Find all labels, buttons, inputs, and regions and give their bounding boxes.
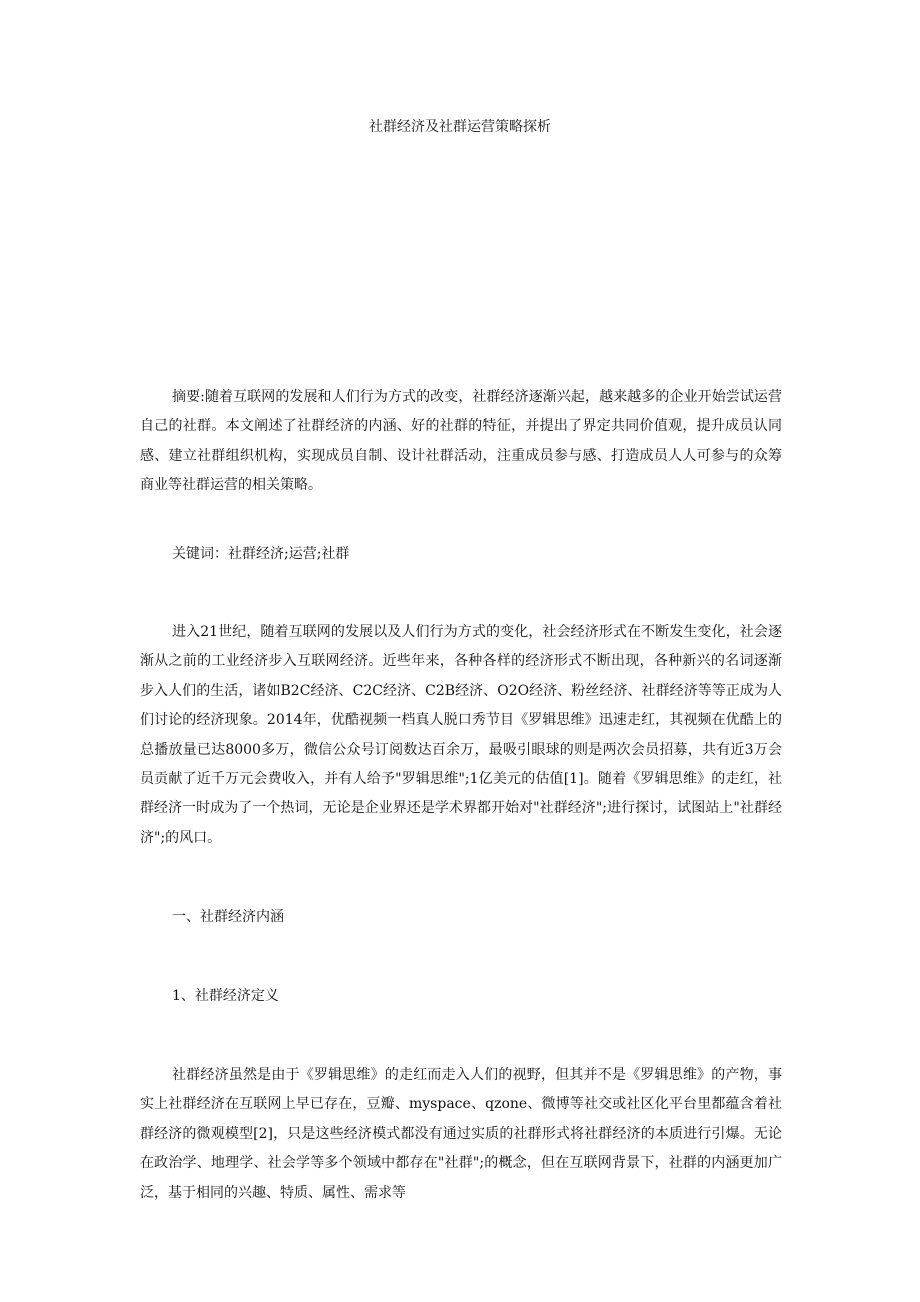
intro-paragraph: 进入21世纪，随着互联网的发展以及人们行为方式的变化，社会经济形式在不断发生变化，社会逐渐从之前的工业经济步入互联网经济。近些年来，各种各样的经济形式不断出现，各种新兴的名词逐渐步入人们的生活，诸如B2C经济、C2C经济、C2B经济、O2O经济、粉丝经济、社群经济等等正成为人们讨论的经济现象。2014年，优酷视频一档真人脱口秀节目《罗辑思维》迅速走红，其视频在优酷上的总播放量已达8000多万，微信公众号订阅数达百余万，最吸引眼球的则是两次会员招募，共有近3万会员贡献了近千万元会费收入，并有人给予"罗辑思维";1亿美元的估值[1]。随着《罗辑思维》的走红，社群经济一时成为了一个热词，无论是企业界还是学术界都开始对"社群经济";进行探讨，试图站上"社群经济";的风口。 — [140, 624, 782, 846]
abstract-paragraph — [140, 383, 782, 501]
keywords-label: 关键词： — [172, 546, 228, 562]
keywords-text: 社群经济;运营;社群 — [228, 546, 350, 562]
document-title: 社群经济及社群运营策略探析 — [369, 119, 551, 135]
abstract-label: 摘要: — [172, 389, 205, 405]
body-paragraph: 社群经济虽然是由于《罗辑思维》的走红而走入人们的视野，但其并不是《罗辑思维》的产物，事实上社群经济在互联网上早已存在，豆瓣、myspace、qzone、微博等社交或社区化平台里都蕴含着社群经济的微观模型[2]，只是这些经济模式都没有通过实质的社群形式将社群经济的本质进行引爆。无论在政治学、地理学、社会学等多个领域中都存在"社群";的概念，但在互联网背景下，社群的内涵更加广泛，基于相同的兴趣、特质、属性、需求等 — [140, 1067, 782, 1201]
abstract-text: 随着互联网的发展和人们行为方式的改变，社群经济逐渐兴起，越来越多的企业开始尝试运营自己的社群。本文阐述了社群经济的内涵、好的社群的特征，并提出了界定共同价值观，提升成员认同感、建立社群组织机构，实现成员自制、设计社群活动，注重成员参与感、打造成员人人可参与的众筹商业等社群运营的相关策略。 — [140, 389, 783, 494]
keywords-paragraph — [140, 540, 782, 569]
section-heading: 一、社群经济内涵 — [172, 909, 284, 925]
subsection-heading: 1、社群经济定义 — [172, 988, 279, 1004]
